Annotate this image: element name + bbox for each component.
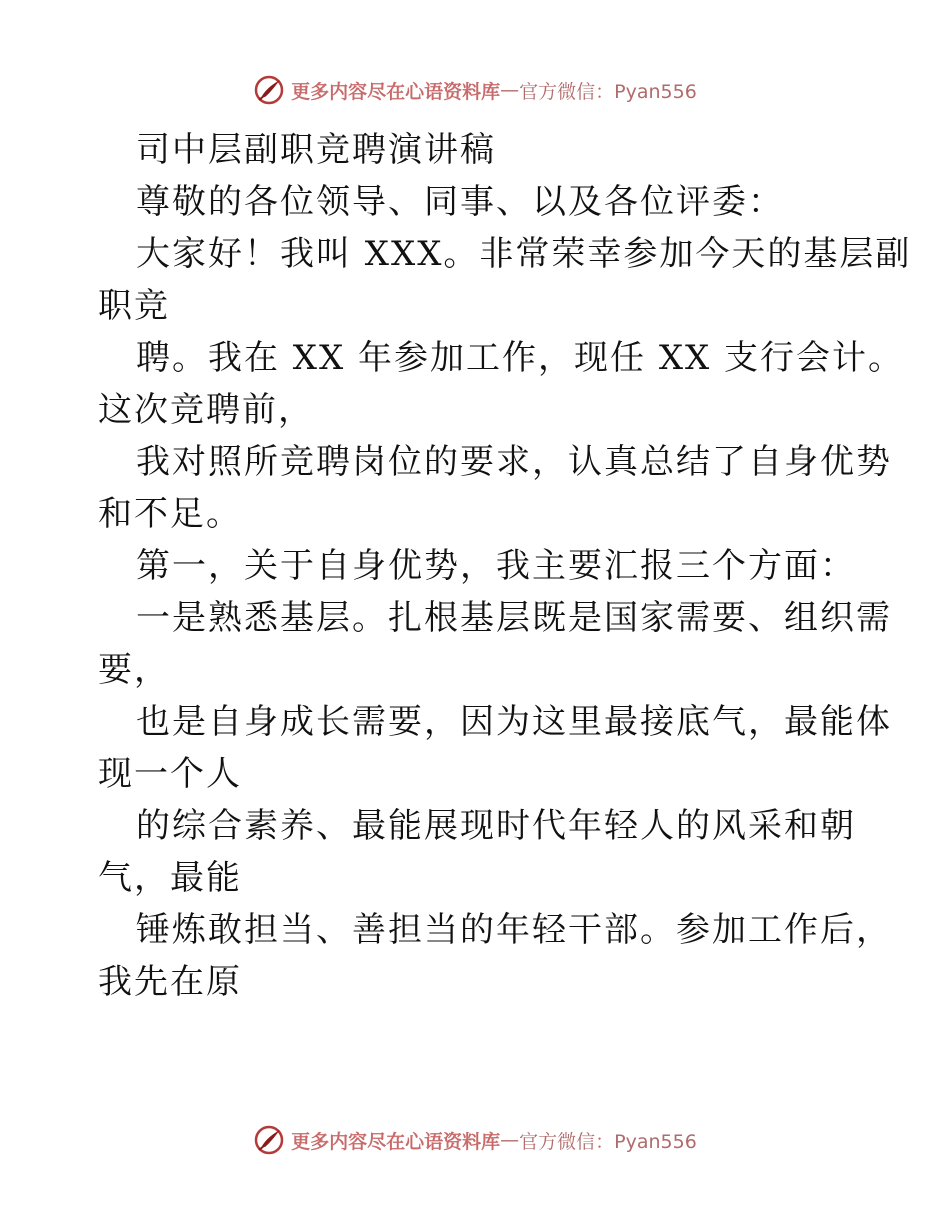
header-dash: — (500, 79, 520, 101)
body-line: 聘。我在 XX 年参加工作，现任 XX 支行会计。 (136, 338, 905, 378)
body-line: 气，最能 (98, 858, 242, 898)
body-line: 我先在原 (98, 962, 242, 1002)
body-line: 现一个人 (98, 754, 242, 794)
body-line: 司中层副职竞聘演讲稿 (136, 130, 496, 170)
header-wechat-text: 官方微信：Pyan556 (519, 80, 697, 103)
body-line: 要， (98, 650, 170, 690)
footer-brand-text: 更多内容尽在心语资料库 (291, 1130, 501, 1153)
body-line: 一是熟悉基层。扎根基层既是国家需要、组织需 (136, 598, 892, 638)
body-line: 我对照所竞聘岗位的要求，认真总结了自身优势 (136, 442, 892, 482)
body-line: 的综合素养、最能展现时代年轻人的风采和朝 (136, 806, 856, 846)
body-line: 也是自身成长需要，因为这里最接底气，最能体 (136, 702, 892, 742)
body-line: 这次竞聘前， (98, 390, 314, 430)
footer-banner (0, 1120, 950, 1160)
body-line: 第一，关于自身优势，我主要汇报三个方面： (136, 546, 856, 586)
header-banner (0, 70, 950, 110)
footer-wechat-text: 官方微信：Pyan556 (519, 1130, 697, 1153)
quill-logo-icon (253, 1124, 285, 1156)
body-line: 大家好！我叫 XXX。非常荣幸参加今天的基层副 (136, 234, 912, 274)
body-line: 和不足。 (98, 494, 242, 534)
quill-logo-icon (253, 74, 285, 106)
body-line: 职竞 (98, 286, 170, 326)
body-line: 锤炼敢担当、善担当的年轻干部。参加工作后， (136, 910, 892, 950)
document-body (98, 124, 912, 1008)
body-line: 尊敬的各位领导、同事、以及各位评委： (136, 182, 784, 222)
header-brand-text: 更多内容尽在心语资料库 (291, 80, 501, 103)
footer-dash: — (500, 1129, 520, 1151)
